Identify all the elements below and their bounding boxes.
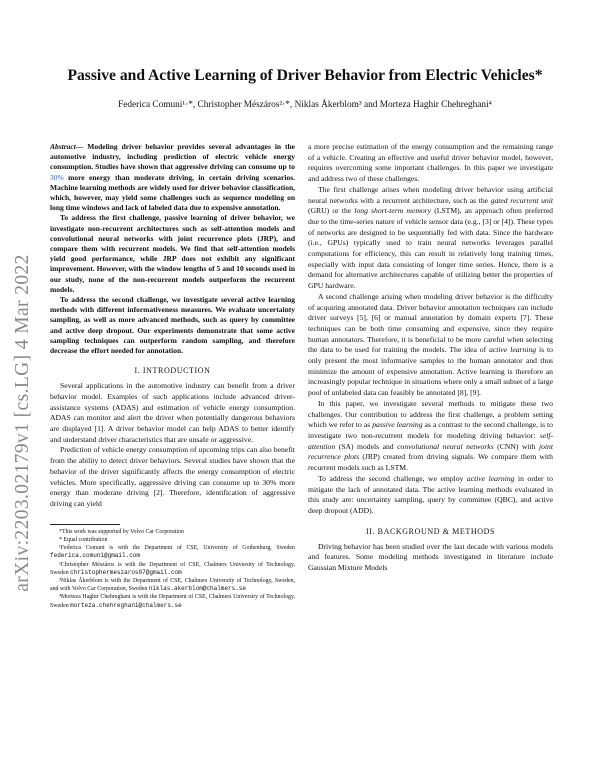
intro-paragraph-4 bbox=[308, 292, 553, 399]
left-column bbox=[50, 142, 295, 610]
footnote-text: ³Niklas Åkerblom is with the Department of CSE, Chalmers University of Technology, Sweden, and with Volvo Car Corporation, Sweden bbox=[50, 577, 295, 593]
footnote-equal: * Equal contribution bbox=[59, 536, 108, 543]
footnote-author-1 bbox=[50, 544, 295, 560]
footnote-rule bbox=[50, 524, 120, 525]
arxiv-stamp-text: arXiv:2203.02179v1 [cs.LG] 4 Mar 2022 bbox=[12, 254, 34, 592]
emphasis: gated recurrent unit bbox=[490, 195, 553, 205]
footnote-funding: *This work was supported by Volvo Car Corporation bbox=[59, 528, 184, 535]
body-text: (LSTM), an approach often preferred due to the time-series nature of vehicle sensor data (e.g., [3] or [4]). These types of networks are designed to be sequentially fed with data. Since the hardware (i.e., GPUs) typically used to train neural networks leverages parallel computations for efficiency, this can result in relatively long training times, especially with input data consisting of longer time series. Hence, there is a demand for alternative architectures capable of utilizing better the properties of GPU hardware. bbox=[308, 206, 554, 291]
body-text: as a contrast to the second challenge, is to investigate two non-recurrent models for modeling driving behavior: bbox=[308, 420, 554, 440]
emphasis: passive learning bbox=[372, 420, 423, 430]
emphasis: active learning bbox=[466, 473, 515, 483]
intro-paragraph-6 bbox=[308, 474, 553, 517]
abstract-paragraph-2: To address the first challenge, passive learning of driver behavior, we investigate non-recurrent architectures such as self-attention models and convolutional neural networks with joint recurrence plots (JRP), and compare them with recurrent models. We find that self-attention models yield good performance, while JRP does not exhibit any significant improvement. However, with the window lengths of 5 and 10 seconds used in our study, none of the non-recurrent models outperform the recurrent models. bbox=[50, 213, 295, 294]
section-heading-introduction: I. INTRODUCTION bbox=[134, 366, 211, 376]
footnote-author-2 bbox=[50, 561, 295, 577]
body-text: is to only present the most informative samples to the human annotator and thus minimize the amount of expensive annotation. Active learning is therefore an increasingly popular technique in situations where only a small subset of a large pool of unlabeled data can feasibly be annotated [8], [9]. bbox=[308, 345, 553, 398]
email-link[interactable]: niklas.akerblom@chalmers.se bbox=[148, 585, 246, 593]
body-text: A second challenge arising when modeling driver behavior is the difficulty of acquiring annotated data. Driver behavior annotation techniques can include driver surveys [5], [6] or manual annotation by domain experts [7]. These techniques can be both time consuming and expensive, since they require human annotators. Therefore, it is beneficial to be more careful when selecting the data to be used for training the models. The idea of bbox=[308, 291, 553, 355]
body-text: (JRP) created from driving signals. We compare them with recurrent models such as LSTM. bbox=[308, 452, 553, 473]
arxiv-stamp bbox=[10, 248, 36, 598]
abstract-label: Abstract bbox=[50, 142, 76, 151]
body-text: To address the second challenge, we employ bbox=[318, 473, 467, 483]
body-text: (CNN) with bbox=[493, 441, 539, 451]
abstract-text: more energy than moderate driving, in certain driving scenarios. Machine learning methods are widely used for driver behavior classification, which, however, may yield some challenges such as sequence modeling on long time windows and lack of labeled data due to expensive annotation. bbox=[50, 172, 295, 213]
section-heading-background: II. BACKGROUND & METHODS bbox=[365, 526, 496, 536]
emphasis: convolutional neural networks bbox=[397, 441, 494, 451]
footnote-author-4 bbox=[50, 593, 295, 609]
emphasis: long short-term memory bbox=[354, 206, 432, 216]
footnote-text: ¹Federica Comuni is with the Department of CSE, University of Gothenburg, Sweden bbox=[59, 545, 295, 552]
body-text: in order to mitigate the lack of annotated data. The active learning methods evaluated in this study are: uncertainty sampling, query by committee (QBC), and active deep dropout (ADD). bbox=[308, 473, 553, 515]
email-link[interactable]: federica.comuni@gmail.com bbox=[50, 552, 141, 560]
intro-paragraph-2-continued: a more precise estimation of the energy consumption and the remaining range of a vehicle. Creating an effective and useful driver behavior model, however, requires overcoming some important challenges. In this paper we investigate and address two of these challenges. bbox=[308, 142, 553, 184]
intro-paragraph-3 bbox=[308, 185, 553, 292]
email-link[interactable]: christophermeszaros07@gmail.com bbox=[70, 568, 182, 576]
emphasis: joint recurrence plots bbox=[308, 441, 553, 462]
body-text: (SA) models and bbox=[335, 441, 398, 451]
email-link[interactable]: morteza.chehreghani@chalmers.se bbox=[70, 601, 182, 609]
right-column bbox=[308, 142, 553, 574]
paper-title: Passive and Active Learning of Driver Behavior from Electric Vehicles* bbox=[67, 67, 543, 84]
abstract-paragraph-1 bbox=[50, 142, 295, 213]
abstract-paragraph-3: To address the second challenge, we investigate several active learning methods with different informativeness measures. We evaluate uncertainty sampling, as well as more advanced methods, such as query by committee and active deep dropout. Our experiments demonstrate that some active sampling techniques can outperform random sampling, and therefore decrease the effort needed for annotation. bbox=[50, 295, 295, 356]
intro-paragraph-5 bbox=[308, 399, 553, 474]
footnote-author-3 bbox=[50, 577, 295, 593]
footnote-text: ⁴Morteza Haghir Chehreghani is with the Department of CSE, Chalmers University of Technology, Sweden bbox=[50, 594, 295, 609]
intro-paragraph-1: Several applications in the automotive industry can benefit from a driver behavior model. Examples of such applications include advanced driver-assistance systems (ADAS) and estimation of vehicle energy consumption. ADAS can monitor and alert the driver when potentially dangerous behaviors are displayed [1]. A driver behavior model can help ADAS to better identify and understand driver characteristics that are unsafe or aggressive. bbox=[50, 381, 295, 444]
abstract-highlight: 30% bbox=[50, 172, 64, 182]
body-text: (GRU) or the bbox=[308, 206, 355, 216]
footnote-text: ²Christopher Mészáros is with the Department of CSE, Chalmers University of Technology, Sweden bbox=[50, 561, 295, 576]
intro-paragraph-2: Prediction of vehicle energy consumption of upcoming trips can also benefit from the ability to detect driver behaviors. Several studies have shown that the behavior of the driver significantly affects the energy consumption of electric vehicles. More specifically, aggressive driving can consume up to 30% more energy than moderate driving [2]. Therefore, identification of aggressive driving can yield bbox=[50, 445, 295, 508]
abstract-text: — Modeling driver behavior provides several advantages in the automotive industry, including prediction of electric vehicle energy consumption. Studies have shown that aggressive driving can consume up to bbox=[50, 142, 295, 172]
body-text: In this paper, we investigate several methods to mitigate these two challenges. Our contribution to address the first challenge, a problem setting which we refer to as bbox=[308, 398, 553, 430]
emphasis: active learning bbox=[489, 345, 537, 355]
author-list: Federica Comuni¹·*, Christopher Mészáros²·*, Niklas Åkerblom³ and Morteza Haghir Chehreghani⁴ bbox=[118, 100, 492, 110]
background-paragraph-1: Driving behavior has been studied over the last decade with various models and features. Some modeling methods investigated in literature include Gaussian Mixture Models bbox=[308, 541, 553, 573]
emphasis: self-attention bbox=[308, 430, 553, 451]
body-text: The first challenge arises when modeling driver behavior using artificial neural networks with a recurrent architecture, such as the bbox=[308, 184, 553, 205]
